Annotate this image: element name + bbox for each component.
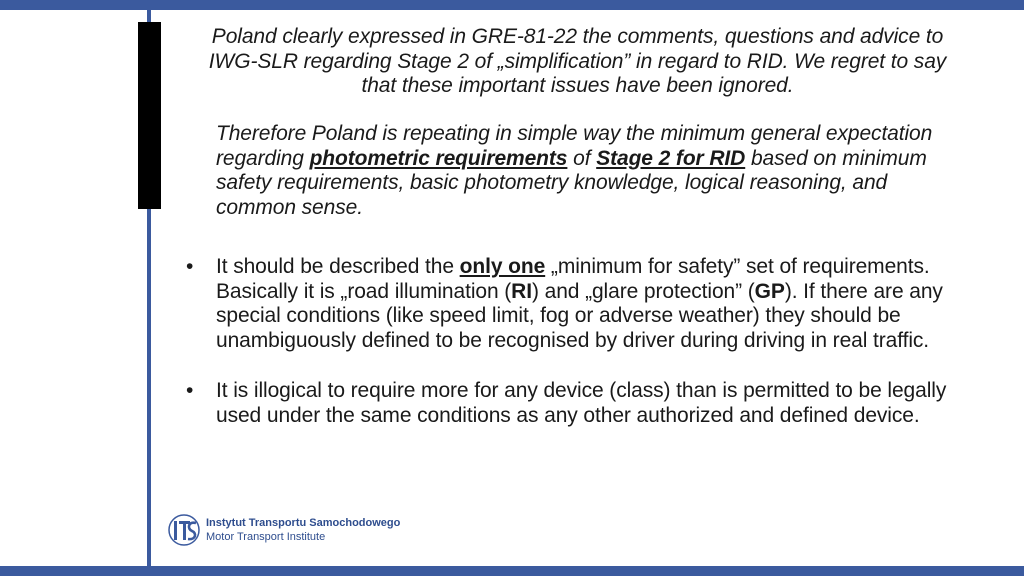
bullet-text: It should be described the — [216, 255, 460, 278]
bullet-text: ). If there are any special conditions (like speed limit, fog or adverse weather) they should be unambiguously defined to be recognised by driver during driving in real traffic. — [216, 279, 943, 352]
logo-line-1: Instytut Transportu Samochodowego — [206, 517, 401, 529]
logo-line-2: Motor Transport Institute — [206, 531, 326, 543]
institute-logo — [168, 513, 400, 547]
statement-text-1: Therefore Poland is repeating in simple way the minimum general expectation regarding — [216, 122, 933, 170]
intro-paragraph: Poland clearly expressed in GRE-81-22 the comments, questions and advice to IWG-SLR regarding Stage 2 of „simplification” in regard to RID. We regret to say that these important issues have been ignored. — [208, 25, 947, 97]
only-one-emphasis: only one — [459, 255, 546, 278]
stage-2-rid-term: Stage 2 for RID — [596, 146, 746, 170]
bullet-item — [186, 255, 966, 353]
black-accent-block — [138, 22, 161, 209]
bullet-marker: • — [186, 379, 194, 402]
top-accent-bar — [0, 0, 1024, 10]
bullet-list — [186, 255, 966, 454]
statement-paragraph — [216, 122, 956, 220]
bullet-marker: • — [186, 255, 194, 278]
bullet-text: It is illogical to require more for any device (class) than is permitted to be legally used under the same conditions as any other authorized and defined device. — [216, 379, 947, 427]
bottom-accent-bar — [0, 566, 1024, 576]
ri-abbrev: RI — [511, 279, 532, 303]
statement-text-2: of — [567, 146, 597, 170]
logo-text — [206, 516, 400, 544]
statement-text-3: based on minimum safety requirements, basic photometry knowledge, logical reasoning, and common sense. — [216, 146, 927, 219]
its-logo-icon — [168, 513, 200, 547]
bullet-item — [186, 379, 966, 428]
bullet-text: ) and „glare protection” ( — [531, 279, 755, 303]
bullet-text: „minimum for safety” set of requirements. Basically it is „road illumination ( — [216, 255, 930, 303]
photometric-requirements-term: photometric requirements — [309, 146, 568, 170]
gp-abbrev: GP — [754, 279, 785, 303]
